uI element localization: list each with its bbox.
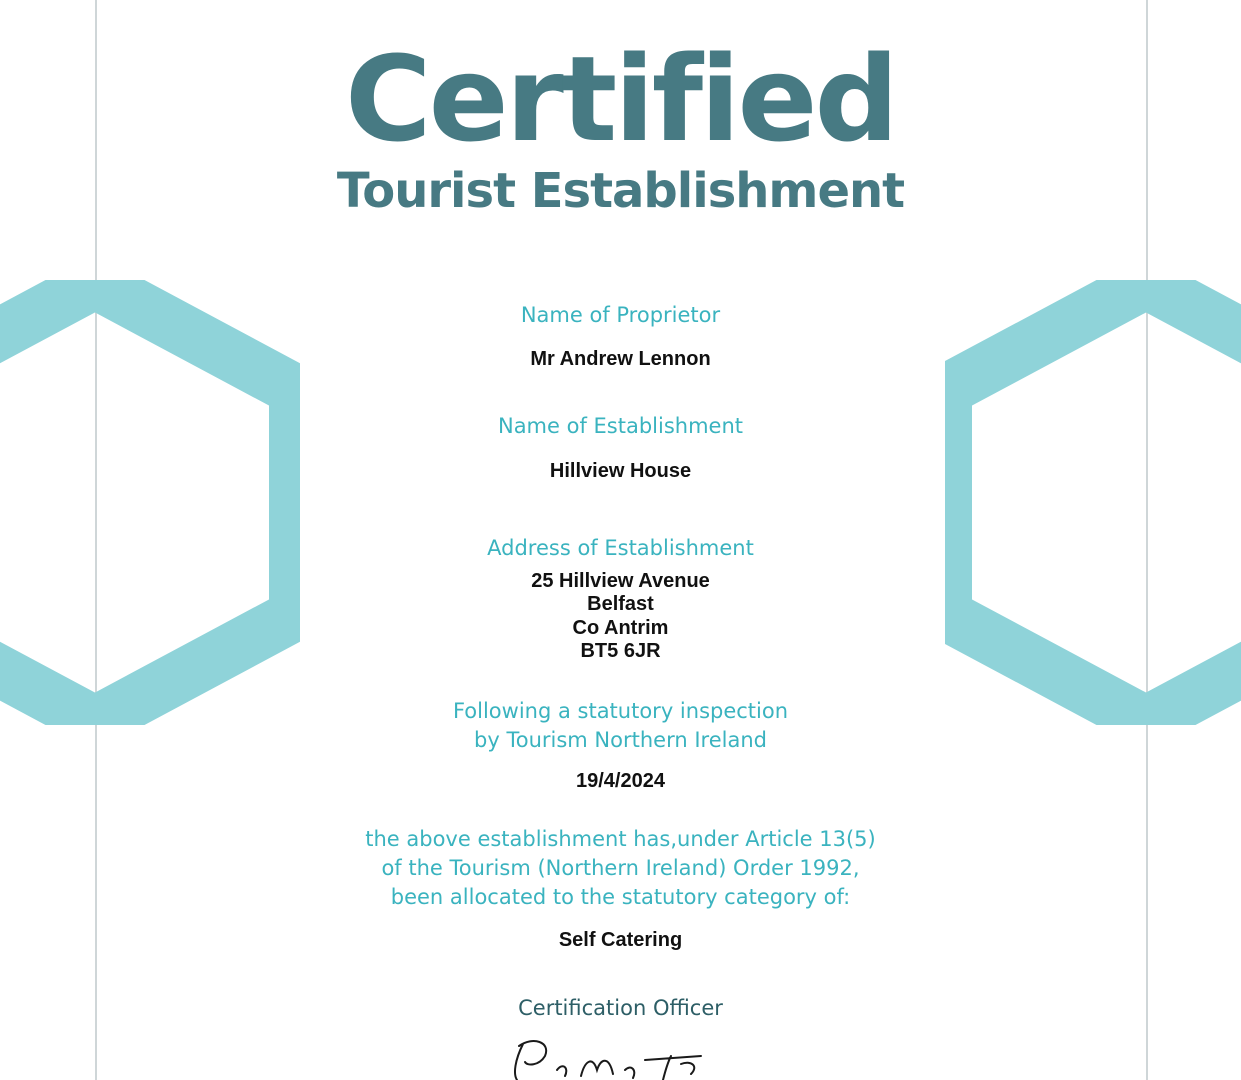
address-label: Address of Establishment	[487, 536, 754, 560]
establishment-name: Hillview House	[549, 460, 692, 482]
category-value: Self Catering	[558, 929, 683, 951]
category-statement-line-1: the above establishment has,under Article 13(5)	[365, 827, 876, 851]
certificate-title: Certified	[345, 30, 896, 168]
proprietor-name: Mr Andrew Lennon	[530, 348, 711, 370]
address-line-4: BT5 6JR	[580, 640, 661, 662]
category-statement-line-2: of the Tourism (Northern Ireland) Order 1992,	[381, 856, 860, 880]
category-statement-line-3: been allocated to the statutory category of:	[390, 885, 851, 909]
inspection-line-2: by Tourism Northern Ireland	[474, 728, 767, 752]
proprietor-label: Name of Proprietor	[520, 303, 721, 327]
officer-signature	[505, 1030, 715, 1080]
address-line-1: 25 Hillview Avenue	[531, 570, 710, 592]
establishment-label: Name of Establishment	[497, 414, 744, 438]
inspection-line-1: Following a statutory inspection	[452, 699, 789, 723]
address-line-2: Belfast	[587, 593, 654, 615]
certification-officer-label: Certification Officer	[518, 996, 723, 1020]
address-line-3: Co Antrim	[572, 617, 669, 639]
certificate-subtitle: Tourist Establishment	[336, 163, 905, 219]
inspection-date: 19/4/2024	[576, 770, 665, 792]
